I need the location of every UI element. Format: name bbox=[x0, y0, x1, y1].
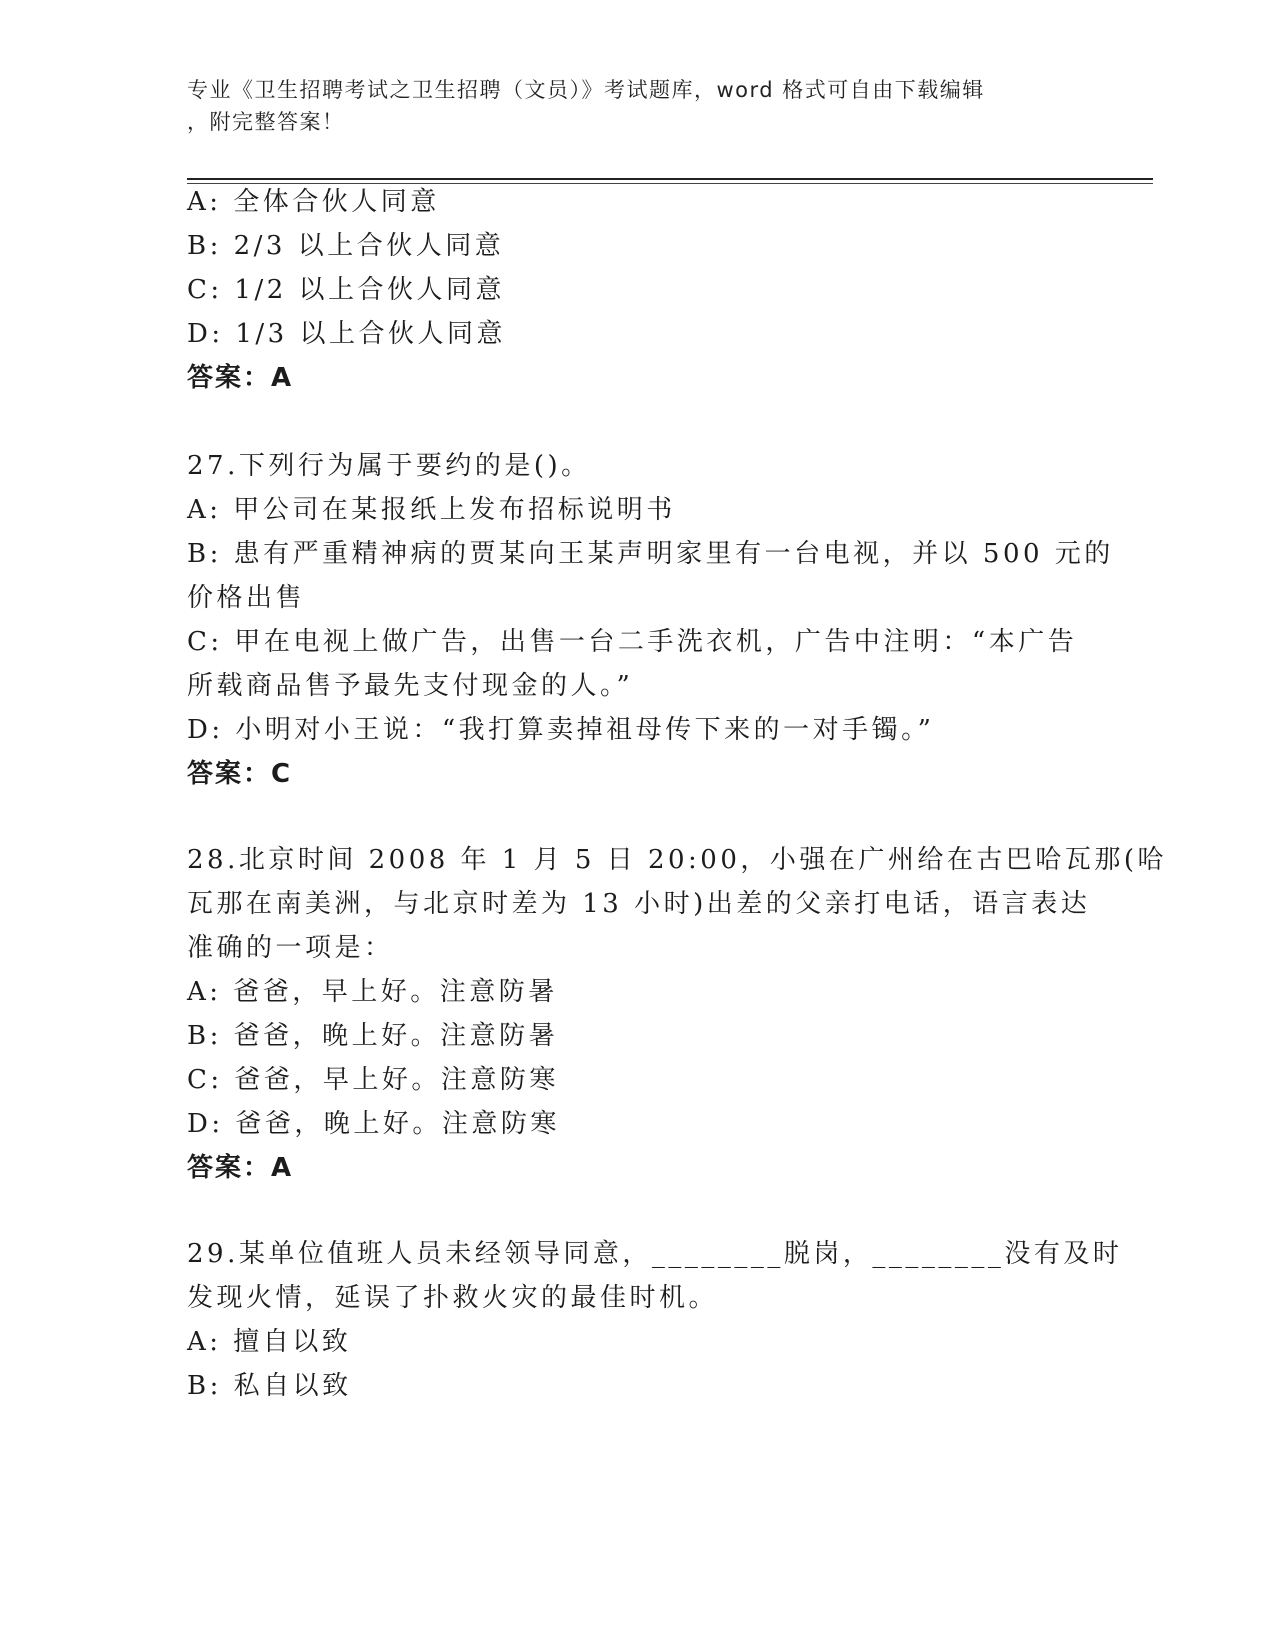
q26-option-d: D: 1/3 以上合伙人同意 bbox=[187, 319, 506, 349]
q27-option-c-cont: 所载商品售予最先支付现金的人。” bbox=[187, 671, 634, 701]
q26-option-b: B: 2/3 以上合伙人同意 bbox=[187, 231, 505, 261]
q27-option-a: A: 甲公司在某报纸上发布招标说明书 bbox=[187, 495, 676, 525]
header-line-1: 专业《卫生招聘考试之卫生招聘（文员）》考试题库，word 格式可自由下载编辑 bbox=[187, 78, 985, 102]
q27-option-d: D: 小明对小王说：“我打算卖掉祖母传下来的一对手镯。” bbox=[187, 715, 935, 745]
q28-question-line-1: 28.北京时间 2008 年 1 月 5 日 20:00，小强在广州给在古巴哈瓦那(哈 bbox=[187, 845, 1168, 875]
q27-option-b: B: 患有严重精神病的贾某向王某声明家里有一台电视，并以 500 元的 bbox=[187, 539, 1114, 569]
q27-question: 27.下列行为属于要约的是()。 bbox=[187, 451, 591, 481]
q29-question-line-1: 29.某单位值班人员未经领导同意，________脱岗，________没有及时 bbox=[187, 1239, 1123, 1269]
q29-option-a: A: 擅自以致 bbox=[187, 1327, 352, 1357]
q28-question-line-2: 瓦那在南美洲，与北京时差为 13 小时)出差的父亲打电话，语言表达 bbox=[187, 889, 1091, 919]
header-line-2: ，附完整答案！ bbox=[187, 110, 345, 134]
q28-option-c: C: 爸爸，早上好。注意防寒 bbox=[187, 1065, 559, 1095]
q27-option-b-cont: 价格出售 bbox=[187, 583, 306, 613]
q28-option-d: D: 爸爸，晚上好。注意防寒 bbox=[187, 1109, 560, 1139]
document-header bbox=[187, 74, 1077, 138]
header-divider-thick bbox=[187, 178, 1153, 180]
q27-option-c: C: 甲在电视上做广告，出售一台二手洗衣机，广告中注明：“本广告 bbox=[187, 627, 1078, 657]
q28-option-b: B: 爸爸，晚上好。注意防暑 bbox=[187, 1021, 559, 1051]
q27-answer: 答案：C bbox=[187, 759, 293, 789]
q29-option-b: B: 私自以致 bbox=[187, 1371, 352, 1401]
q28-question-line-3: 准确的一项是： bbox=[187, 933, 394, 963]
q26-option-c: C: 1/2 以上合伙人同意 bbox=[187, 275, 506, 305]
q28-option-a: A: 爸爸，早上好。注意防暑 bbox=[187, 977, 558, 1007]
q26-answer: 答案：A bbox=[187, 363, 294, 393]
q28-answer: 答案：A bbox=[187, 1153, 294, 1183]
q29-question-line-2: 发现火情，延误了扑救火灾的最佳时机。 bbox=[187, 1283, 719, 1313]
q26-option-a: A: 全体合伙人同意 bbox=[187, 187, 440, 217]
